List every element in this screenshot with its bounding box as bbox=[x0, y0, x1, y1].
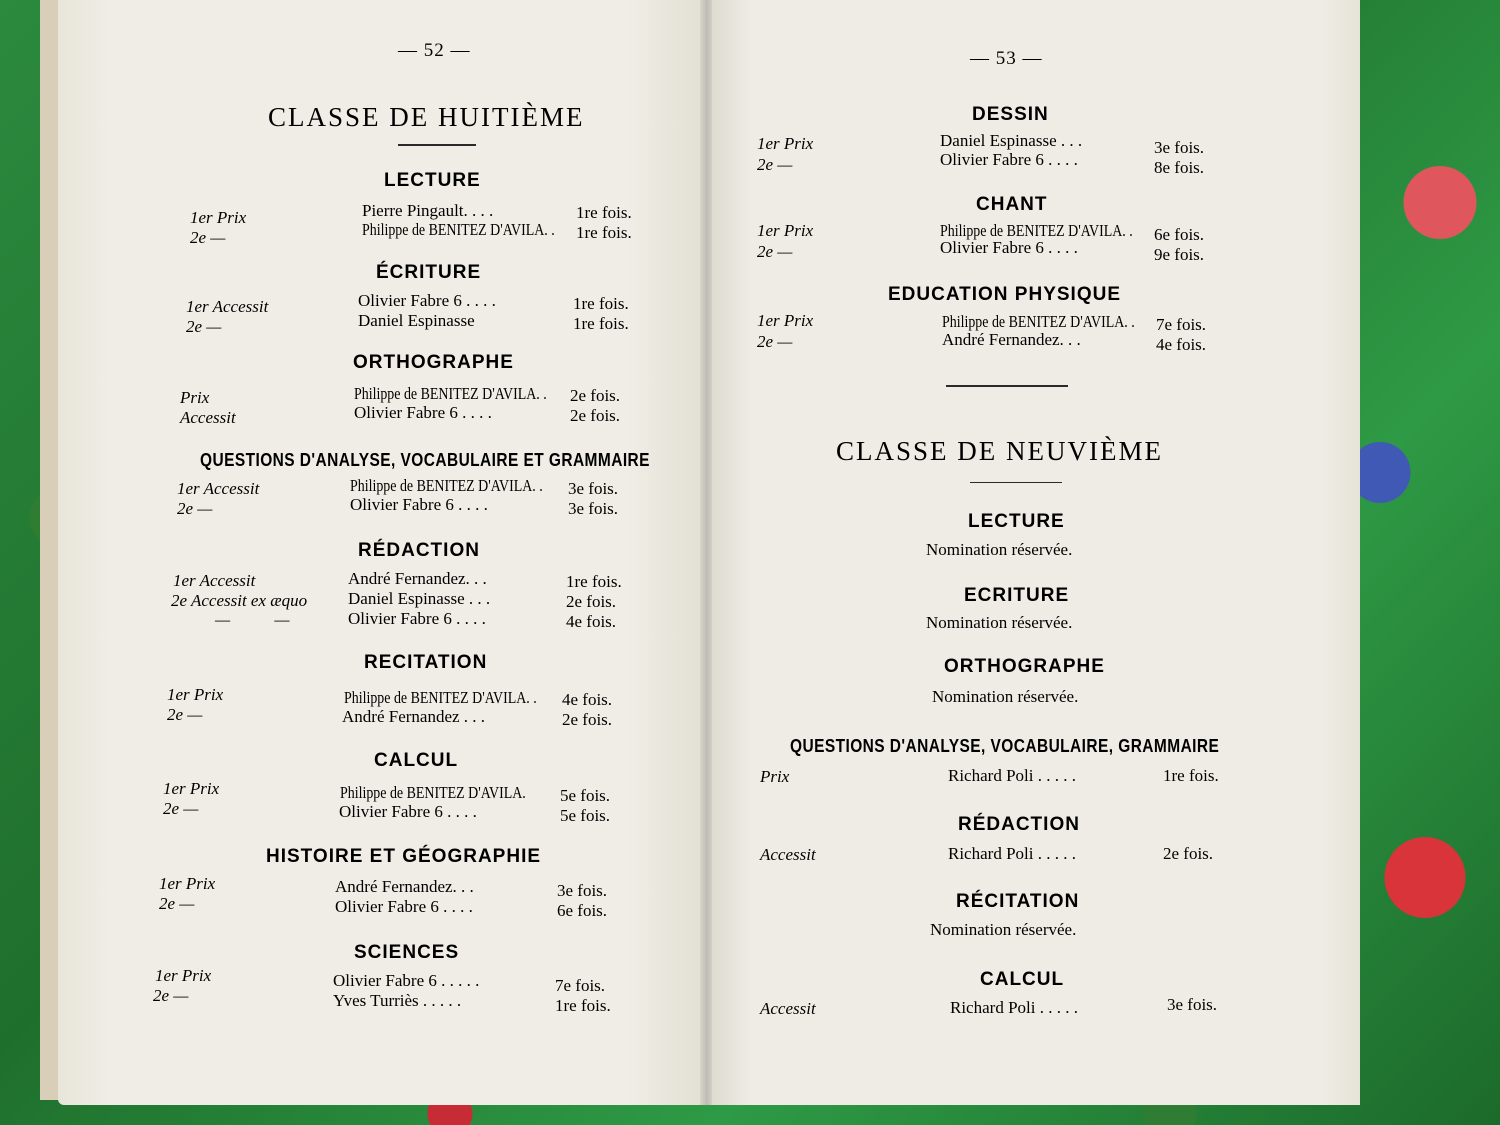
section-heading: SCIENCES bbox=[354, 942, 460, 963]
rank: Accessit bbox=[760, 999, 816, 1018]
section-heading: CALCUL bbox=[374, 750, 459, 771]
student-name: Richard Poli . . . . . bbox=[948, 844, 1076, 863]
class-title-huitieme: CLASSE DE HUITIÈME bbox=[268, 102, 585, 132]
student-name: Olivier Fabre 6 . . . . bbox=[335, 897, 473, 916]
count: 9e fois. bbox=[1154, 245, 1205, 264]
student-name: Daniel Espinasse . . . bbox=[940, 131, 1083, 150]
section-heading: DESSIN bbox=[972, 104, 1049, 125]
student-name: Pierre Pingault. . . . bbox=[362, 201, 494, 220]
class-title-neuvieme: CLASSE DE NEUVIÈME bbox=[836, 436, 1163, 466]
count: 1re fois. bbox=[1163, 766, 1219, 785]
student-name: Olivier Fabre 6 . . . . bbox=[940, 150, 1078, 169]
student-name: André Fernandez . . . bbox=[342, 707, 486, 726]
count: 3e fois. bbox=[557, 881, 608, 900]
rank: 2e — bbox=[757, 155, 793, 174]
rank: 1er Accessit bbox=[173, 571, 256, 590]
student-name: Yves Turriès . . . . . bbox=[333, 991, 462, 1010]
section-heading: EDUCATION PHYSIQUE bbox=[888, 284, 1122, 305]
count: 4e fois. bbox=[1156, 335, 1207, 354]
student-name: Olivier Fabre 6 . . . . bbox=[358, 291, 496, 310]
count: 7e fois. bbox=[1156, 315, 1207, 334]
student-name: Philippe de BENITEZ D'AVILA. . bbox=[350, 476, 543, 495]
rank: Prix bbox=[760, 767, 790, 786]
count: 8e fois. bbox=[1154, 158, 1205, 177]
student-name: Daniel Espinasse . . . bbox=[348, 589, 491, 608]
section-heading: QUESTIONS D'ANALYSE, VOCABULAIRE, GRAMMAIRE bbox=[790, 736, 1220, 756]
rank: 2e — bbox=[177, 499, 213, 518]
section-heading: CHANT bbox=[976, 194, 1048, 215]
section-heading: RÉDACTION bbox=[358, 540, 480, 561]
rank: 1er Prix bbox=[757, 134, 814, 153]
section-heading: LECTURE bbox=[968, 511, 1065, 532]
page-number-left: — 52 — bbox=[398, 40, 471, 61]
count: 4e fois. bbox=[566, 612, 617, 631]
section-heading: HISTOIRE ET GÉOGRAPHIE bbox=[266, 846, 542, 867]
student-name: Olivier Fabre 6 . . . . bbox=[940, 238, 1078, 257]
section-heading: CALCUL bbox=[980, 969, 1065, 990]
count: 1re fois. bbox=[566, 572, 622, 591]
count: 1re fois. bbox=[555, 996, 611, 1015]
nomination-note: Nomination réservée. bbox=[930, 920, 1077, 939]
rank: 1er Prix bbox=[155, 966, 212, 985]
rank: 2e — bbox=[190, 228, 226, 247]
section-heading: RECITATION bbox=[364, 652, 488, 673]
student-name: Philippe de BENITEZ D'AVILA. . bbox=[354, 384, 547, 403]
book-edge bbox=[40, 0, 60, 1100]
count: 4e fois. bbox=[562, 690, 613, 709]
student-name: André Fernandez. . . bbox=[348, 569, 487, 588]
rank: 2e — bbox=[163, 799, 199, 818]
student-name: Olivier Fabre 6 . . . . bbox=[348, 609, 486, 628]
rank: 1er Prix bbox=[167, 685, 224, 704]
rank: 1er Accessit bbox=[186, 297, 269, 316]
student-name: Philippe de BENITEZ D'AVILA. . bbox=[344, 688, 537, 707]
student-name: Philippe de BENITEZ D'AVILA. . bbox=[942, 312, 1135, 331]
count: 3e fois. bbox=[1154, 138, 1205, 157]
student-name: André Fernandez. . . bbox=[335, 877, 474, 896]
count: 7e fois. bbox=[555, 976, 606, 995]
count: 6e fois. bbox=[1154, 225, 1205, 244]
rank: 2e — bbox=[153, 986, 189, 1005]
rank: Accessit bbox=[760, 845, 816, 864]
count: 2e fois. bbox=[570, 406, 621, 425]
count: 1re fois. bbox=[576, 203, 632, 222]
student-name: Olivier Fabre 6 . . . . . bbox=[333, 971, 480, 990]
rank: 2e — bbox=[757, 332, 793, 351]
count: 2e fois. bbox=[1163, 844, 1214, 863]
rank: Prix bbox=[180, 388, 210, 407]
section-heading: ORTHOGRAPHE bbox=[353, 352, 514, 373]
section-heading: RÉCITATION bbox=[956, 891, 1080, 912]
section-heading: ÉCRITURE bbox=[376, 262, 482, 283]
count: 1re fois. bbox=[573, 294, 629, 313]
count: 2e fois. bbox=[566, 592, 617, 611]
title-divider bbox=[398, 144, 476, 146]
rank: 2e — bbox=[159, 894, 195, 913]
count: 1re fois. bbox=[576, 223, 632, 242]
section-heading: RÉDACTION bbox=[958, 814, 1080, 835]
student-name: Philippe de BENITEZ D'AVILA. . bbox=[362, 220, 555, 239]
count: 5e fois. bbox=[560, 786, 611, 805]
rank: Accessit bbox=[180, 408, 236, 427]
count: 1re fois. bbox=[573, 314, 629, 333]
count: 6e fois. bbox=[557, 901, 608, 920]
student-name: Richard Poli . . . . . bbox=[948, 766, 1076, 785]
student-name: Philippe de BENITEZ D'AVILA. bbox=[340, 783, 526, 802]
section-divider bbox=[946, 385, 1068, 387]
book-spine bbox=[700, 0, 712, 1105]
title-divider bbox=[970, 482, 1062, 483]
rank: 1er Prix bbox=[163, 779, 220, 798]
rank: 1er Accessit bbox=[177, 479, 260, 498]
section-heading: ORTHOGRAPHE bbox=[944, 656, 1105, 677]
nomination-note: Nomination réservée. bbox=[932, 687, 1079, 706]
rank: 2e — bbox=[186, 317, 222, 336]
student-name: Olivier Fabre 6 . . . . bbox=[354, 403, 492, 422]
nomination-note: Nomination réservée. bbox=[926, 613, 1073, 632]
rank: 1er Prix bbox=[190, 208, 247, 227]
rank: 1er Prix bbox=[757, 311, 814, 330]
student-name: André Fernandez. . . bbox=[942, 330, 1081, 349]
student-name: Philippe de BENITEZ D'AVILA. . bbox=[940, 221, 1133, 240]
count: 2e fois. bbox=[562, 710, 613, 729]
rank: 1er Prix bbox=[757, 221, 814, 240]
student-name: Olivier Fabre 6 . . . . bbox=[339, 802, 477, 821]
rank: 2e Accessit ex æquo bbox=[171, 591, 308, 610]
student-name: Daniel Espinasse bbox=[358, 311, 475, 330]
count: 3e fois. bbox=[568, 499, 619, 518]
nomination-note: Nomination réservée. bbox=[926, 540, 1073, 559]
rank: — — bbox=[215, 610, 290, 629]
student-name: Olivier Fabre 6 . . . . bbox=[350, 495, 488, 514]
student-name: Richard Poli . . . . . bbox=[950, 998, 1078, 1017]
rank: 2e — bbox=[757, 242, 793, 261]
section-heading: LECTURE bbox=[384, 170, 481, 191]
page-number-right: — 53 — bbox=[970, 48, 1043, 69]
rank: 1er Prix bbox=[159, 874, 216, 893]
rank: 2e — bbox=[167, 705, 203, 724]
count: 3e fois. bbox=[568, 479, 619, 498]
count: 2e fois. bbox=[570, 386, 621, 405]
section-heading: QUESTIONS D'ANALYSE, VOCABULAIRE ET GRAMMAIRE bbox=[200, 450, 650, 470]
count: 5e fois. bbox=[560, 806, 611, 825]
count: 3e fois. bbox=[1167, 995, 1218, 1014]
section-heading: ECRITURE bbox=[964, 585, 1070, 606]
